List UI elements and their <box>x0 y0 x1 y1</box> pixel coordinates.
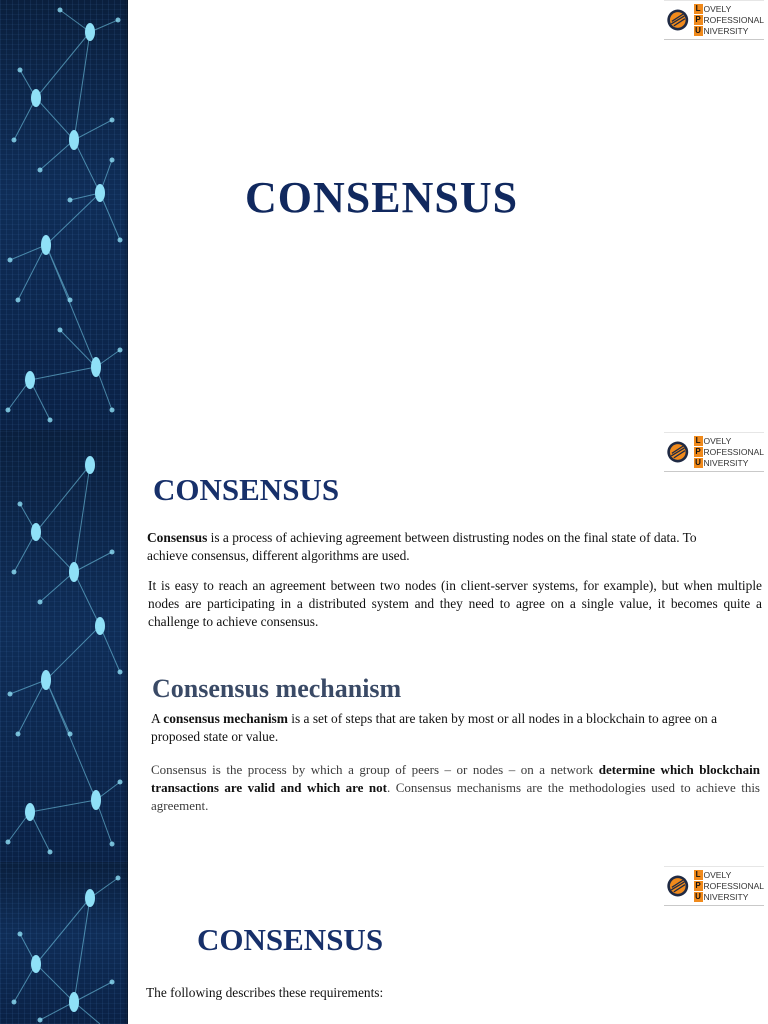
university-logo <box>664 0 764 40</box>
university-logo <box>664 866 764 906</box>
network-graphic <box>0 430 128 862</box>
definition-paragraph <box>147 529 739 565</box>
network-graphic <box>0 862 128 1024</box>
logo-letter-u: U <box>695 458 701 467</box>
mechanism-heading: Consensus mechanism <box>152 674 402 703</box>
two-node-paragraph: It is easy to reach an agreement between two nodes (in client-server systems, for example), but when multiple nodes are participating in a distributed system and they need to agree on a single value, it becomes quite a challenge to achieve consensus. <box>148 578 762 629</box>
mechanism-paragraph <box>151 710 760 746</box>
mechanism-text-b: is a set of steps that are taken by most or all nodes in a blockchain to agree on a proposed state or value. <box>151 711 718 744</box>
peers-text-a: Consensus is the process by which a group of peers – or nodes – on a network <box>151 762 599 777</box>
logo-letter-p: P <box>695 447 701 456</box>
logo-emblem-icon <box>666 868 690 904</box>
section-heading: CONSENSUS <box>153 472 340 507</box>
university-logo <box>664 432 764 472</box>
peers-text-b: . Consensus mechanisms are the methodologies used to achieve this agreement. <box>151 780 760 813</box>
logo-letter-u: U <box>695 892 701 901</box>
mechanism-term: consensus mechanism <box>163 711 288 726</box>
logo-letter-l: L <box>694 4 703 14</box>
peers-paragraph <box>151 761 760 815</box>
logo-letter-l: L <box>694 870 703 880</box>
network-side-band <box>0 862 128 1024</box>
logo-word-3: NIVERSITY <box>703 457 749 468</box>
logo-emblem-icon <box>666 2 690 38</box>
logo-letter-l: L <box>694 436 703 446</box>
slide-requirements <box>0 862 768 1024</box>
logo-word-1: OVELY <box>703 3 732 14</box>
logo-word-2: ROFESSIONAL <box>703 446 764 457</box>
section-heading: CONSENSUS <box>197 922 384 957</box>
slide-consensus-definition <box>0 430 768 862</box>
logo-word-2: ROFESSIONAL <box>703 14 764 25</box>
network-side-band <box>0 0 128 430</box>
slide-title-heading: CONSENSUS <box>245 173 519 222</box>
requirements-intro: The following describes these requirements: <box>146 985 384 1000</box>
network-graphic <box>0 0 128 430</box>
logo-letter-u: U <box>695 26 701 35</box>
logo-word-1: OVELY <box>703 435 732 446</box>
mechanism-text-a: A <box>151 711 164 726</box>
logo-word-2: ROFESSIONAL <box>703 880 764 891</box>
definition-term: Consensus <box>147 530 208 545</box>
logo-word-3: NIVERSITY <box>703 25 749 36</box>
logo-letter-p: P <box>695 881 701 890</box>
logo-word-3: NIVERSITY <box>703 891 749 902</box>
logo-emblem-icon <box>666 434 690 470</box>
logo-word-1: OVELY <box>703 869 732 880</box>
network-side-band <box>0 430 128 862</box>
slide-title <box>0 0 768 430</box>
definition-text: is a process of achieving agreement between distrusting nodes on the final state of data. To achieve consensus, different algorithms are used. <box>147 530 697 563</box>
logo-letter-p: P <box>695 15 701 24</box>
peers-emphasis: determine which blockchain transactions are valid and which are not <box>151 762 760 795</box>
